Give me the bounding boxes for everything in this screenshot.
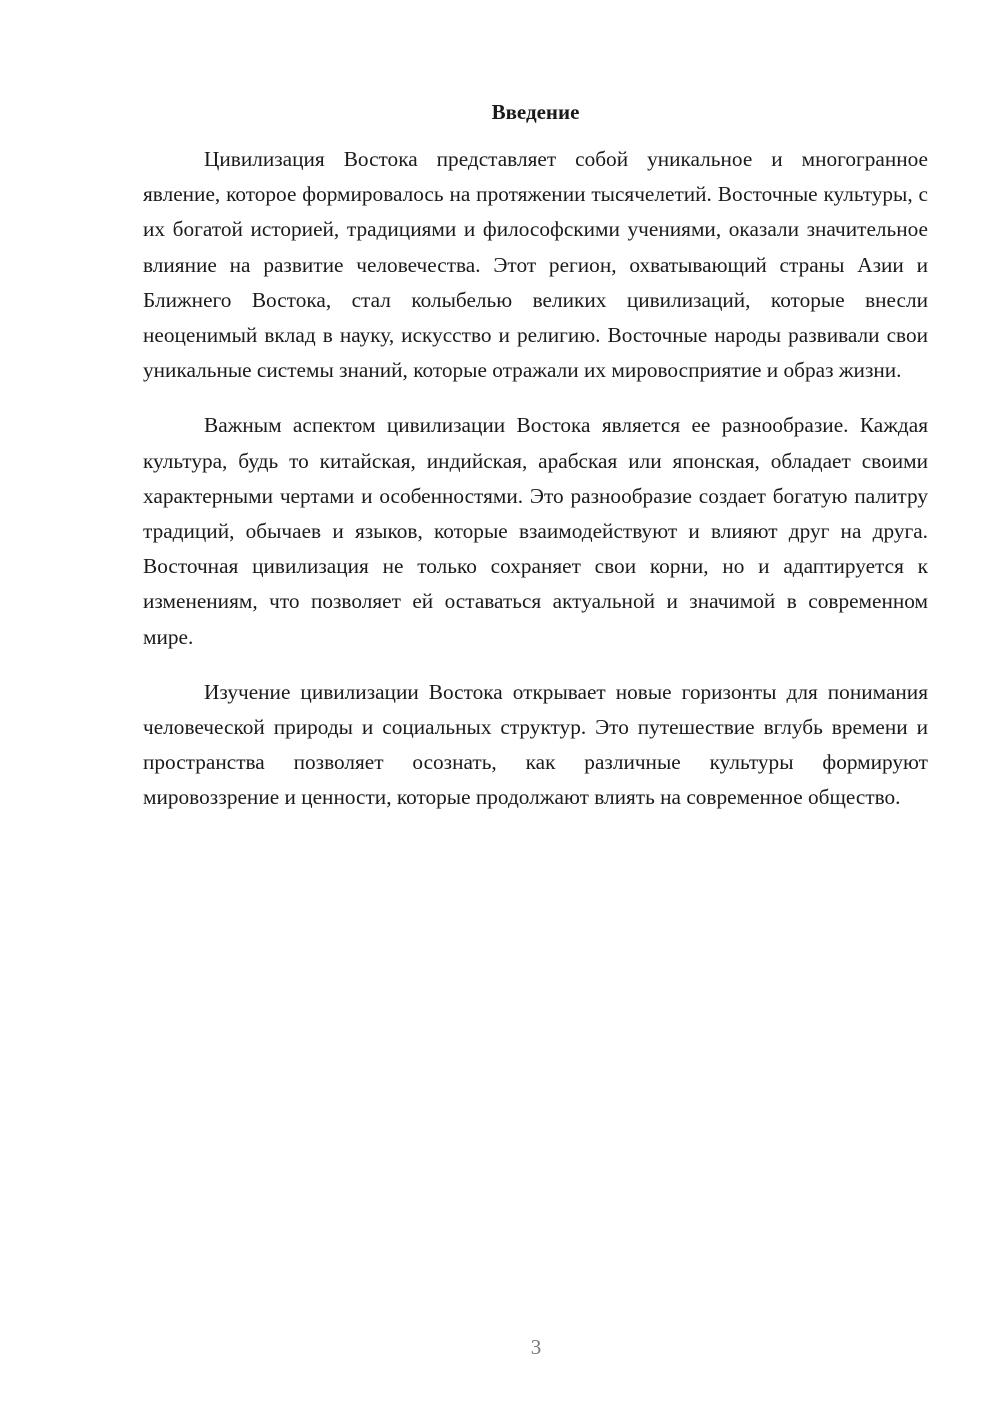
paragraph-2: Важным аспектом цивилизации Востока является ее разнообразие. Каждая культура, будь то китайская, индийская, арабская или японская, обладает своими характерными чертами и особенностями. Это разнообразие создает богатую палитру традиций, обычаев и языков, которые взаимодействуют и влияют друг на друга. Восточная цивилизация не только сохраняет свои корни, но и адаптируется к изменениям, что позволяет ей оставаться актуальной и значимой в современном мире. [143, 413, 928, 649]
page-number: 3 [530, 1335, 542, 1359]
paragraph-3: Изучение цивилизации Востока открывает новые горизонты для понимания человеческой природы и социальных структур. Это путешествие вглубь времени и пространства позволяет осознать, как различные культуры формируют мировоззрение и ценности, которые продолжают влиять на современное общество. [143, 679, 928, 810]
paragraph-1: Цивилизация Востока представляет собой уникальное и многогранное явление, которое формировалось на протяжении тысячелетий. Восточные культуры, с их богатой историей, традициями и философскими учениями, оказали значительное влияние на развитие человечества. Этот регион, охватывающий страны Азии и Ближнего Востока, стал колыбелью великих цивилизаций, которые внесли неоценимый вклад в науку, искусство и религию. Восточные народы развивали свои уникальные системы знаний, которые отражали их мировосприятие и образ жизни. [143, 147, 928, 383]
body-text [143, 142, 928, 836]
page-title: Введение [491, 100, 580, 124]
